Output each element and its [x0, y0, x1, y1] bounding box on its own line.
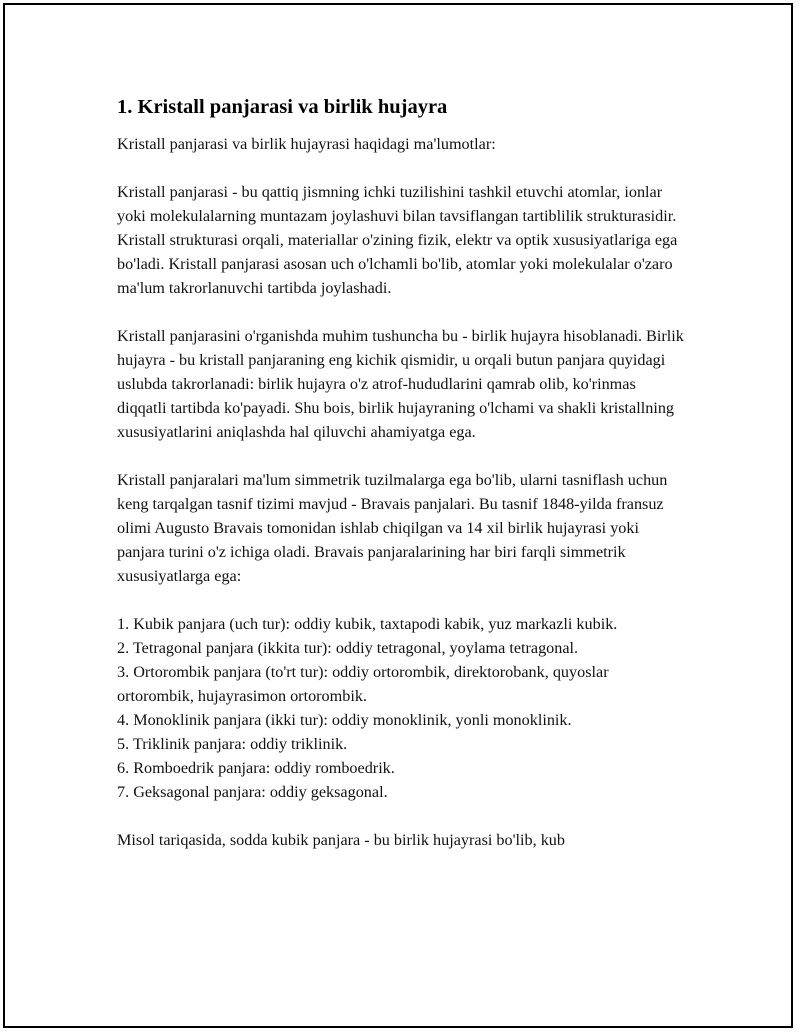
closing-paragraph: Misol tariqasida, sodda kubik panjara - bu birlik hujayrasi bo'lib, kub — [117, 831, 565, 849]
list-item: 7. Geksagonal panjara: oddiy geksagonal. — [117, 783, 388, 801]
section-heading: 1. Kristall panjarasi va birlik hujayra — [117, 96, 448, 118]
paragraph-unit-cell: Kristall panjarasini o'rganishda muhim tushuncha bu - birlik hujayra hisoblanadi. Birlik hujayra - bu kristall panjaraning eng kichik qismidir, u orqali butun panjara quyidagi uslubda takrorlanadi: birlik hujayra o'z atrof-hududlarini qamrab olib, ko'rinmas diqqatli tartibda ko'payadi. Shu bois, birlik hujayraning o'lchami va shakli kristallning xususiyatlarini aniqlashda hal qiluvchi ahamiyatga ega. — [117, 327, 684, 441]
list-item: 3. Ortorombik panjara (to'rt tur): oddiy ortorombik, direktorobank, quyoslar ortorombik, hujayrasimon ortorombik. — [117, 663, 609, 705]
bravais-lattice-list — [117, 612, 687, 804]
list-item: 5. Triklinik panjara: oddiy triklinik. — [117, 735, 348, 753]
list-item: 6. Romboedrik panjara: oddiy romboedrik. — [117, 759, 395, 777]
list-item: 2. Tetragonal panjara (ikkita tur): oddiy tetragonal, yoylama tetragonal. — [117, 639, 579, 657]
intro-paragraph: Kristall panjarasi va birlik hujayrasi haqidagi ma'lumotlar: — [117, 135, 496, 153]
paragraph-crystal-lattice: Kristall panjarasi - bu qattiq jismning ichki tuzilishini tashkil etuvchi atomlar, ionlar yoki molekulalarning muntazam joylashuvi bilan tavsiflangan tartiblilik strukturasidir. Kristall strukturasi orqali, materiallar o'zining fizik, elektr va optik xususiyatlariga ega bo'ladi. Kristall panjarasi asosan uch o'lchamli bo'lib, atomlar yoki molekulalar o'zaro ma'lum takrorlanuvchi tartibda joylashadi. — [117, 183, 678, 297]
document-body — [117, 95, 687, 876]
list-item: 4. Monoklinik panjara (ikki tur): oddiy monoklinik, yonli monoklinik. — [117, 711, 572, 729]
list-item: 1. Kubik panjara (uch tur): oddiy kubik, taxtapodi kabik, yuz markazli kubik. — [117, 615, 618, 633]
paragraph-bravais: Kristall panjaralari ma'lum simmetrik tuzilmalarga ega bo'lib, ularni tasniflash uchun keng tarqalgan tasnif tizimi mavjud - Bravais panjalari. Bu tasnif 1848-yilda fransuz olimi Augusto Bravais tomonidan ishlab chiqilgan va 14 xil birlik hujayrasi yoki panjara turini o'z ichiga oladi. Bravais panjaralarining har biri farqli simmetrik xususiyatlarga ega: — [117, 471, 668, 585]
